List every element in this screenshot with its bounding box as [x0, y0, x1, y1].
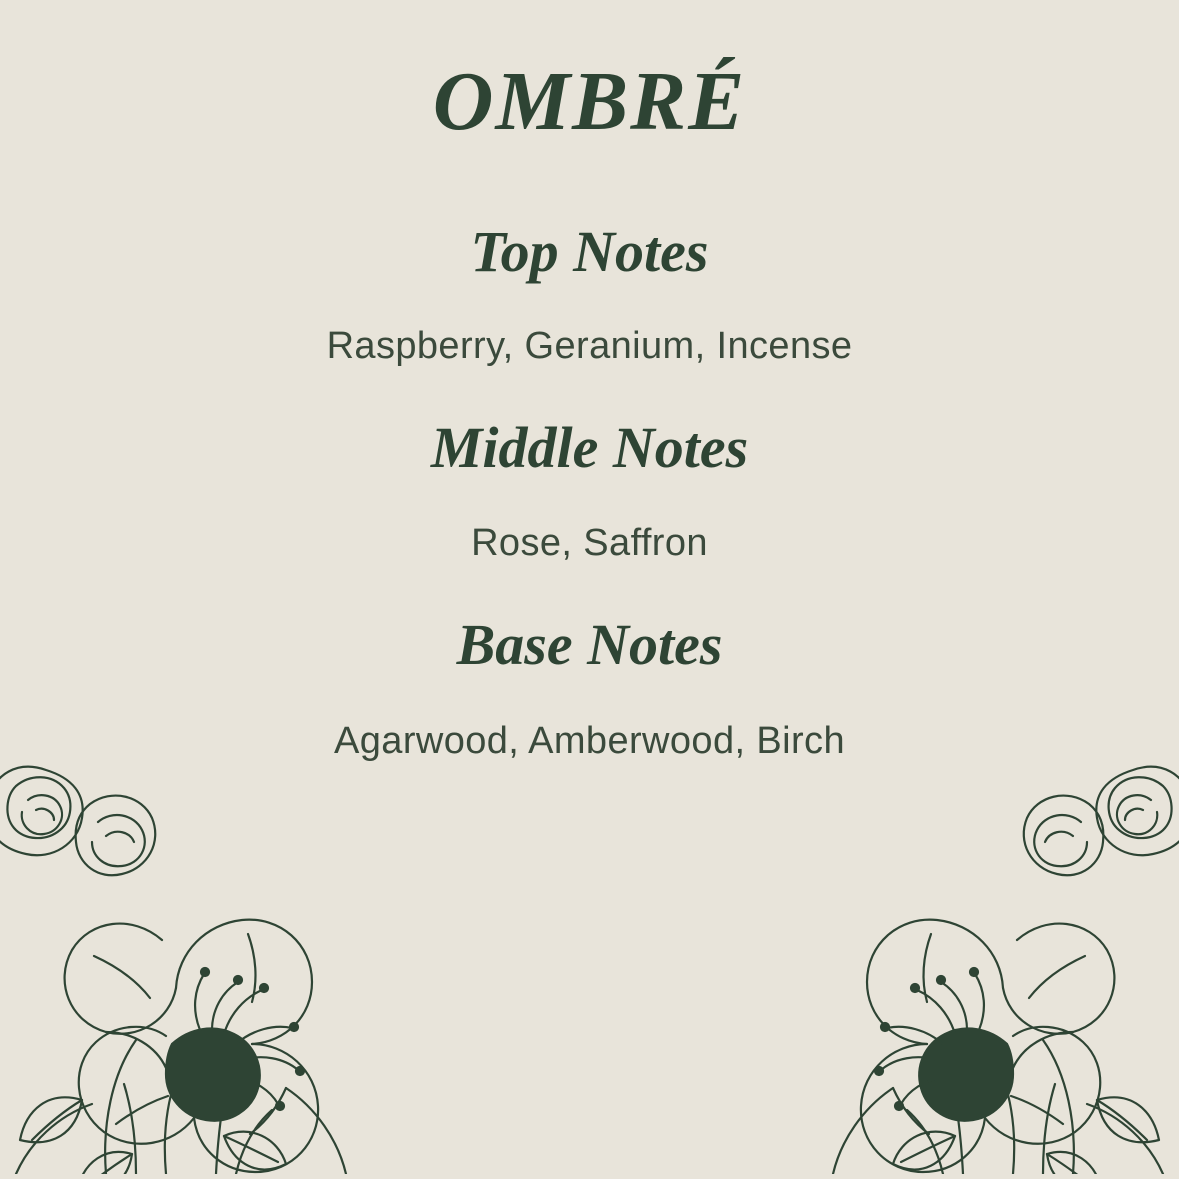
floral-illustration-right — [763, 744, 1179, 1179]
top-notes-list: Raspberry, Geranium, Incense — [326, 324, 853, 367]
base-notes-heading: Base Notes — [456, 611, 723, 677]
top-notes-heading: Top Notes — [470, 219, 709, 285]
middle-notes-list: Rose, Saffron — [471, 522, 708, 565]
page-title: OMBRÉ — [432, 55, 747, 148]
base-notes-list: Agarwood, Amberwood, Birch — [334, 719, 845, 762]
middle-notes-heading: Middle Notes — [430, 414, 749, 480]
floral-illustration-left — [0, 744, 416, 1179]
